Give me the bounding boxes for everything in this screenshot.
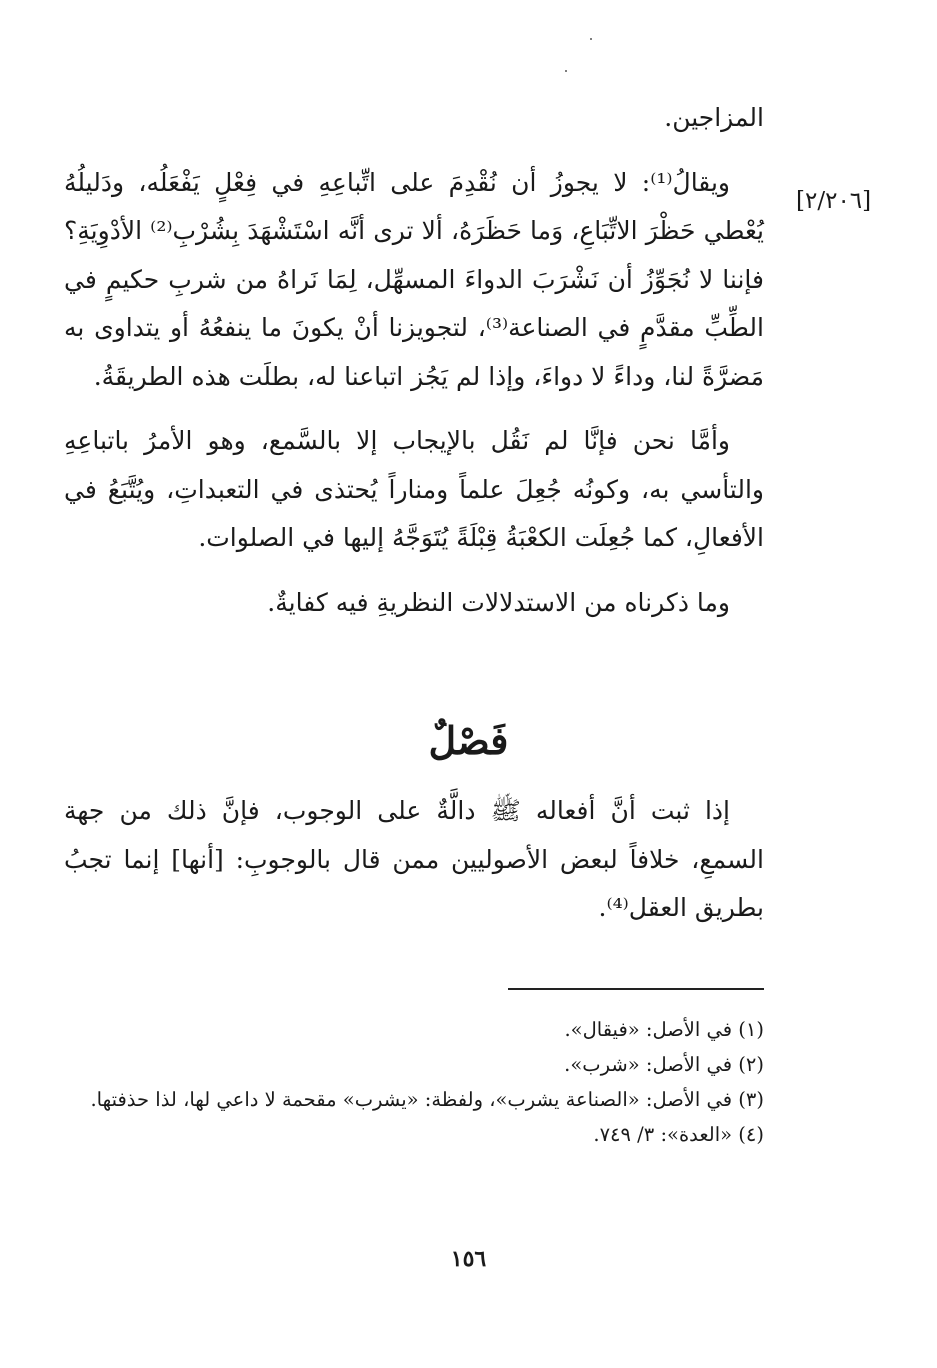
section-heading: فَصْلٌ — [428, 718, 509, 763]
footnote-1: (١) في الأصل: «فيقال». — [564, 1018, 764, 1041]
paragraph-conclusion: وما ذكرناه من الاستدلالات النظريةِ فيه كفايةٌ. — [267, 587, 730, 617]
page-number: ١٥٦ — [450, 1246, 487, 1272]
paragraph-objection: ويقالُ⁽¹⁾: لا يجوزُ أن نُقْدِمَ على اتِّباعِهِ في فِعْلٍ يَفْعَلُه، ودَليلُهُ يُعْطي حَظْرَ الاتِّبَاعِ، وَما حَظَرَهُ، ألا ترى أنَّه اسْتَشْهَدَ بِشُرْبِ⁽²⁾ الأدْوِيَةِ؟ فإننا لا نُجَوِّزُ أن نَشْرَبَ الدواءَ المسهِّل، لِمَا نَراهُ من شربِ حكيمٍ في الطِّبِّ مقدَّمٍ في الصناعة⁽³⁾، لتجويزنا أنْ يكونَ ما ينفعُهُ أو يتداوى به مَضرَّةً لنا، وداءً لا دواءَ، وإذا لم يَجُز اتباعنا له، بطلَت هذه الطريقَةُ. — [64, 167, 764, 391]
footnote-4: (٤) «العدة»: ٣/ ٧٤٩. — [593, 1123, 764, 1146]
paragraph-continuation: المزاجين. — [664, 103, 764, 132]
margin-reference: [٢/٢٠٦] — [796, 188, 872, 214]
footnote-2: (٢) في الأصل: «شرب». — [564, 1053, 764, 1076]
footnote-3: (٣) في الأصل: «الصناعة يشرب»، ولفظة: «يشرب» مقحمة لا داعي لها، لذا حذفتها. — [90, 1088, 764, 1111]
scan-speck — [590, 38, 592, 40]
main-text-upper — [64, 94, 764, 627]
footnotes — [64, 1012, 764, 1152]
footnote-divider — [508, 988, 764, 990]
main-text-lower — [64, 787, 764, 933]
paragraph-section-body: إذا ثبت أنَّ أفعاله ﷺ دالَّةٌ على الوجوب، فإنَّ ذلك من جهة السمعِ، خلافاً لبعض الأصوليين ممن قال بالوجوبِ: [أنها] إنما تجبُ بطريق العقل⁽⁴⁾. — [64, 796, 764, 922]
paragraph-response: وأمَّا نحن فإنَّا لم نَقُل بالإيجاب إلا بالسَّمع، وهو الأمرُ باتباعِهِ والتأسي به، وكونُه جُعِلَ علماً ومناراً يُحتذى في التعبداتِ، ويُتَّبَعُ في الأفعالِ، كما جُعِلَت الكعْبَةُ قِبْلَةً يُتَوَجَّهُ إليها في الصلوات. — [64, 426, 764, 552]
scan-speck — [565, 70, 567, 72]
